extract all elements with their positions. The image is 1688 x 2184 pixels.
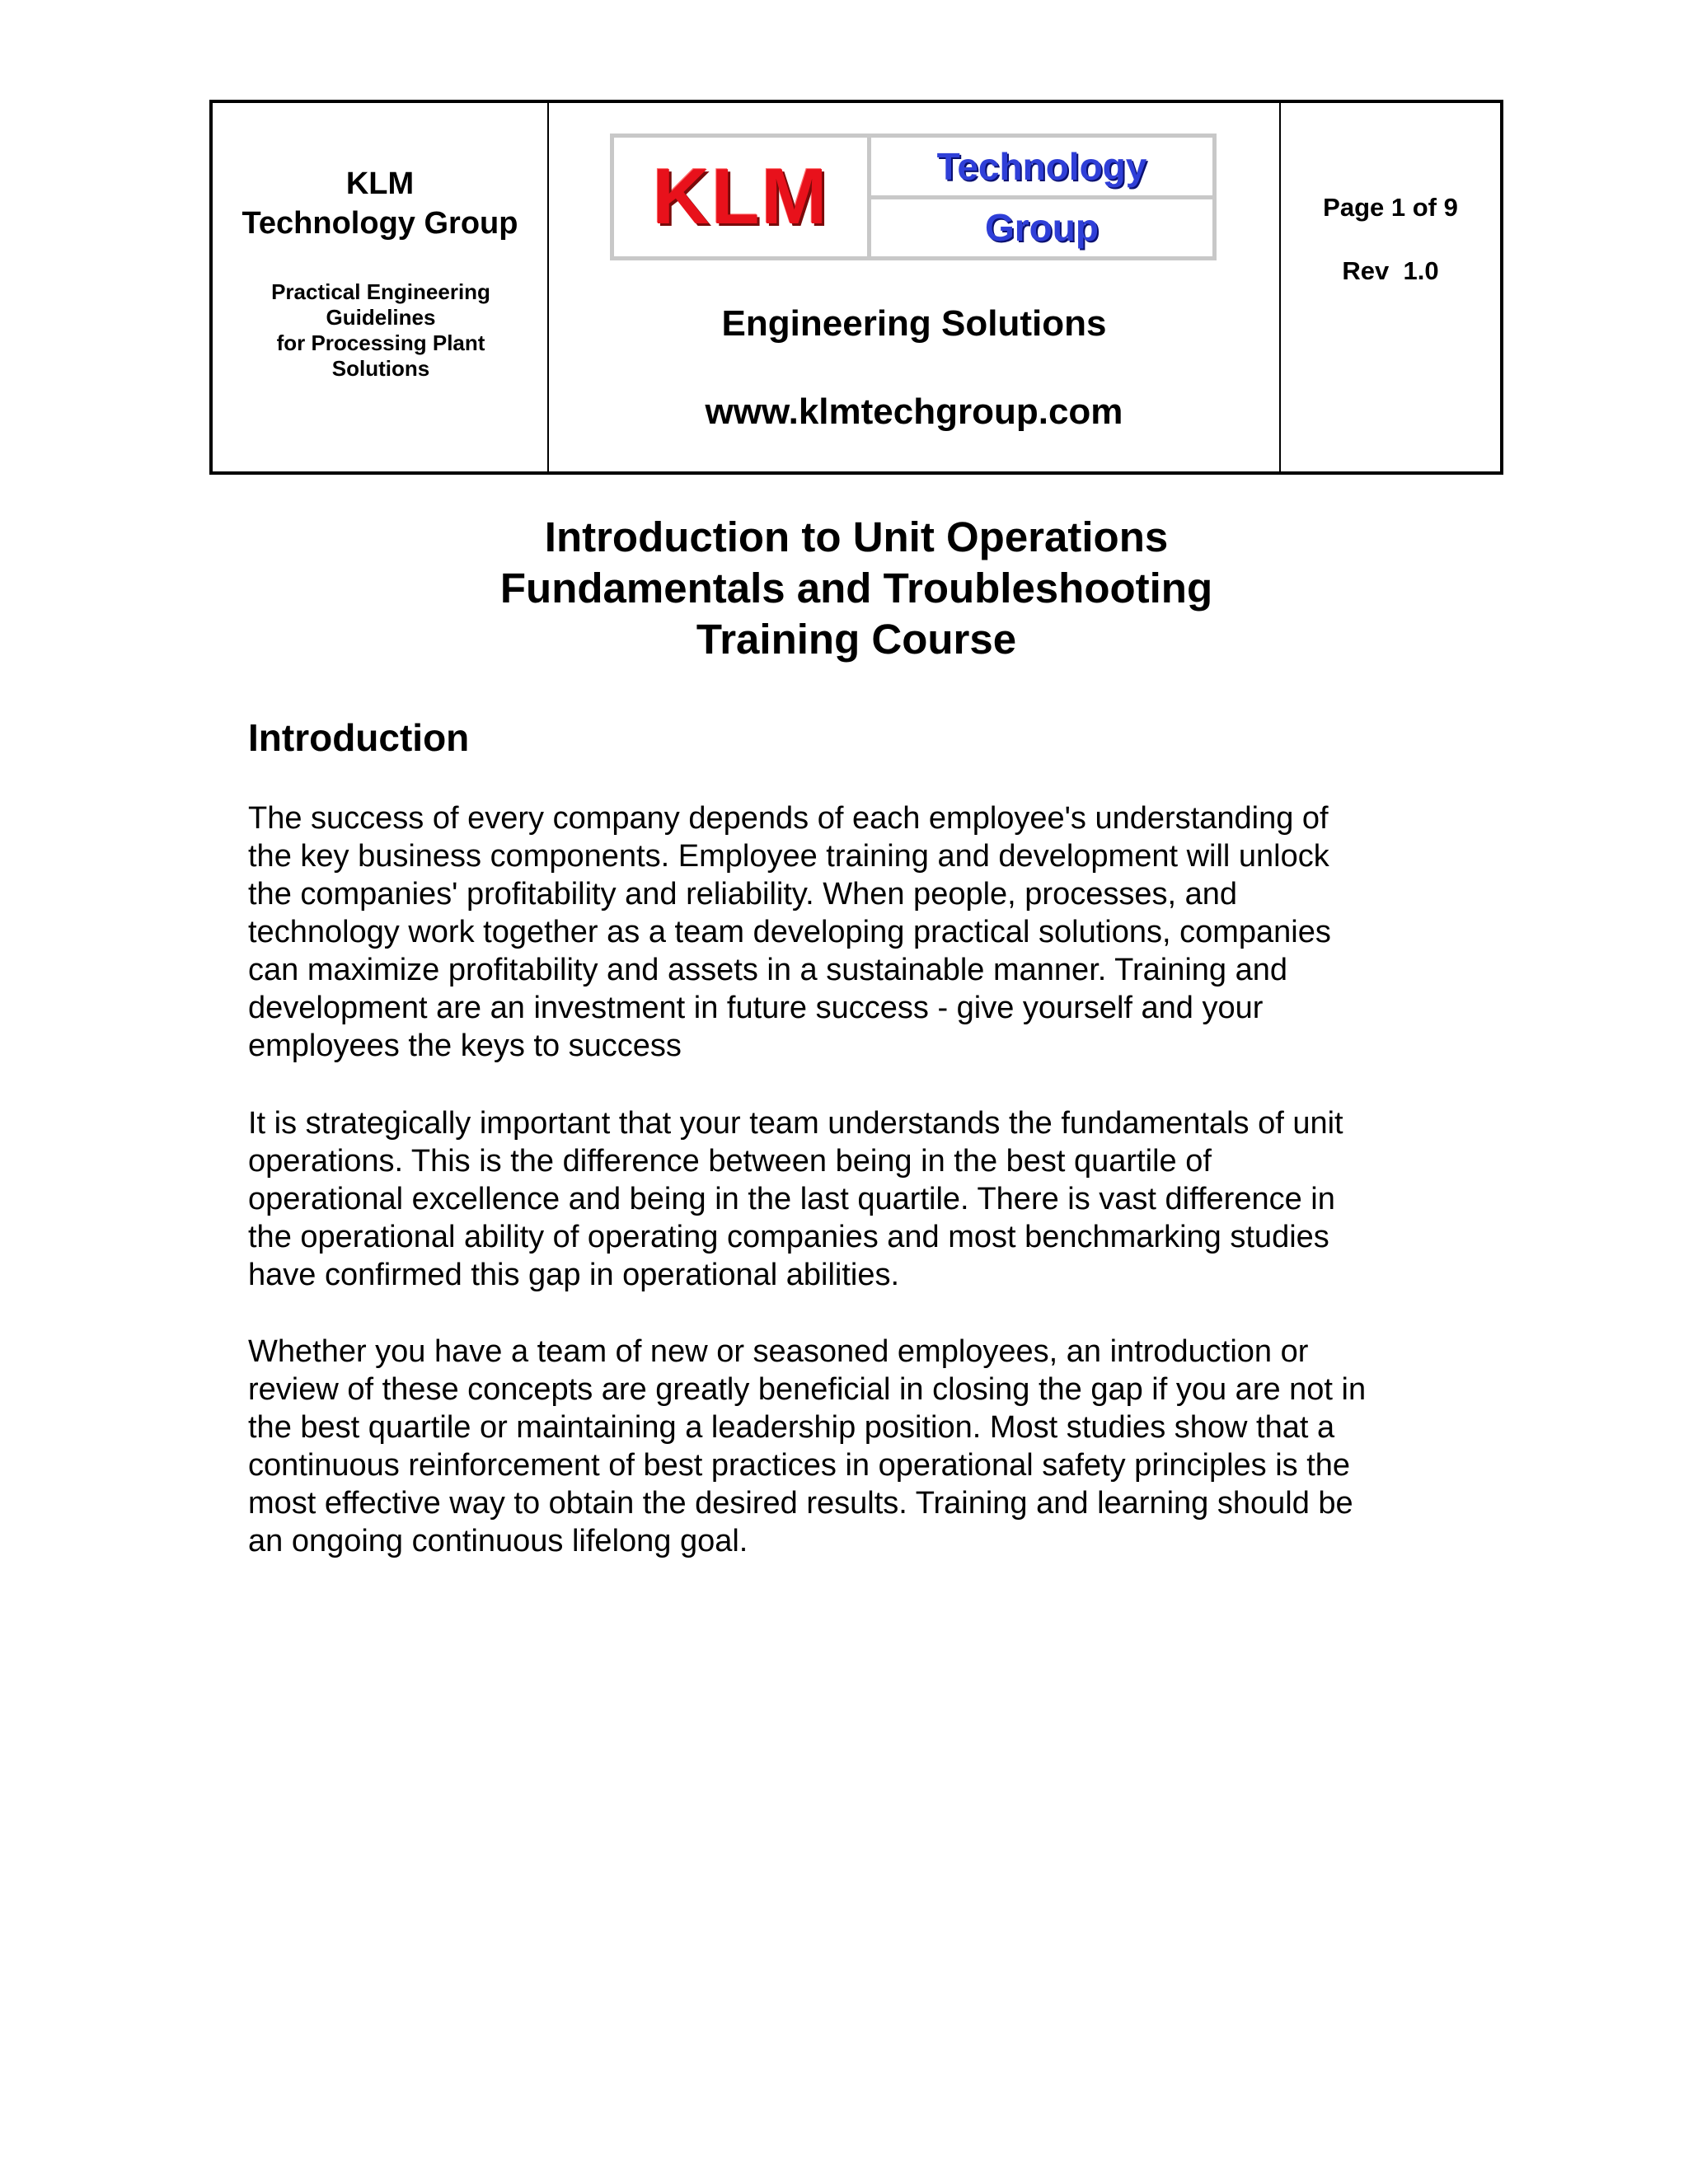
text-line: an ongoing continuous lifelong goal. [248,1524,748,1558]
header-page-cell [1281,103,1500,471]
company-name [213,164,547,243]
header-logo-cell [549,103,1281,471]
logo-group-text: Group [985,206,1099,250]
company-name-line2: Technology Group [241,206,518,241]
company-subtitle-line: Guidelines [326,305,436,330]
text-line: most effective way to obtain the desired results. Training and learning should be [248,1486,1353,1521]
website-link[interactable]: www.klmtechgroup.com [705,391,1123,432]
text-line: can maximize profitability and assets in a sustainable manner. Training and [248,953,1288,987]
text-line: technology work together as a team developing practical solutions, companies [248,915,1331,949]
text-line: It is strategically important that your team understands the fundamentals of unit [248,1106,1343,1141]
paragraph-2 [248,1104,1534,1294]
title-line: Fundamentals and Troubleshooting [499,565,1213,612]
title-line: Introduction to Unit Operations [544,513,1169,560]
klm-logo [610,134,1217,260]
text-line: operations. This is the difference between being in the best quartile of [248,1144,1212,1179]
text-line: operational excellence and being in the last quartile. There is vast difference in [248,1182,1335,1216]
logo-right-panel [871,138,1212,256]
text-line: the key business components. Employee training and development will unlock [248,839,1329,874]
page-number: Page 1 of 9 [1323,193,1458,222]
paragraph-1 [248,799,1534,1065]
section-heading: Introduction [248,716,470,759]
text-line: continuous reinforcement of best practices in operational safety principles is the [248,1448,1351,1483]
text-line: review of these concepts are greatly beneficial in closing the gap if you are not in [248,1372,1367,1407]
document-title [209,512,1503,665]
title-line: Training Course [696,616,1017,663]
company-subtitle [246,279,516,382]
company-subtitle-line: Solutions [331,356,430,381]
company-subtitle-line: for Processing Plant [276,330,485,355]
text-line: the companies' profitability and reliability. When people, processes, and [248,877,1237,912]
header-company-cell [213,103,549,471]
text-line: the best quartile or maintaining a leadership position. Most studies show that a [248,1410,1335,1445]
text-line: employees the keys to success [248,1029,682,1063]
text-line: the operational ability of operating companies and most benchmarking studies [248,1220,1329,1254]
logo-technology-text: Technology [871,138,1212,199]
revision: Rev 1.0 [1342,256,1439,285]
company-subtitle-line: Practical Engineering [271,279,490,304]
tagline: Engineering Solutions [721,303,1107,344]
text-line: Whether you have a team of new or seasoned employees, an introduction or [248,1334,1309,1369]
document-header [209,100,1503,475]
paragraph-3 [248,1333,1534,1560]
company-name-line1: KLM [345,166,415,201]
logo-klm-text: KLM [614,138,871,256]
text-line: development are an investment in future success - give yourself and your [248,991,1264,1025]
text-line: The success of every company depends of each employee's understanding of [248,801,1329,836]
text-line: have confirmed this gap in operational abilities. [248,1258,900,1292]
